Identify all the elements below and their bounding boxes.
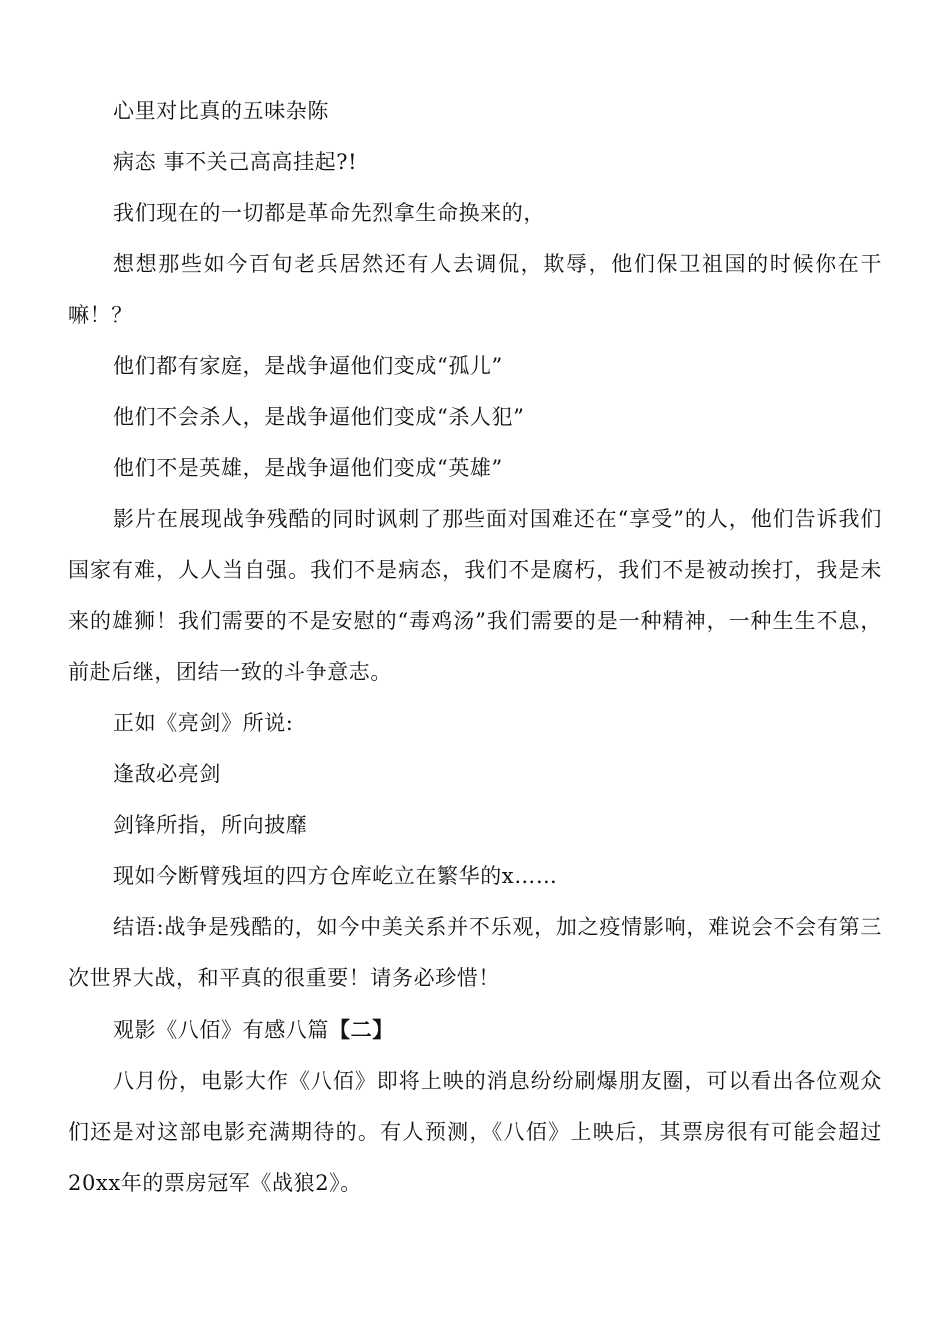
paragraph: 他们不是英雄，是战争逼他们变成“英雄” (113, 456, 503, 480)
section-heading (68, 1004, 882, 1056)
paragraph: 我们现在的一切都是革命先烈拿生命换来的， (113, 201, 545, 225)
paragraph: 八月份，电影大作《八佰》即将上映的消息纷纷刷爆朋友圈，可以看出各位观众们还是对这部电影充满期待的。有人预测，《八佰》上映后，其票房很有可能会超过20xx年的票房冠军《战狼2》。 (68, 1069, 882, 1195)
paragraph: 正如《亮剑》所说: (113, 711, 294, 735)
section-heading-number: 【二】 (329, 1017, 394, 1042)
paragraph: 心里对比真的五味杂陈 (113, 99, 329, 123)
paragraph: 想想那些如今百旬老兵居然还有人去调侃，欺辱，他们保卫祖国的时候你在干嘛！？ (68, 252, 882, 327)
paragraph: 他们都有家庭，是战争逼他们变成“孤儿” (113, 354, 503, 378)
paragraph: 他们不会杀人，是战争逼他们变成“杀人犯” (113, 405, 525, 429)
paragraph: 结语:战争是残酷的，如今中美关系并不乐观，加之疫情影响，难说会不会有第三次世界大战，和平真的很重要！请务必珍惜！ (68, 915, 882, 990)
paragraph: 剑锋所指，所向披靡 (113, 813, 308, 837)
document-body (68, 86, 882, 1209)
section-heading-text: 观影《八佰》有感八篇 (113, 1018, 329, 1042)
paragraph: 逢敌必亮剑 (113, 762, 221, 786)
paragraph: 影片在展现战争残酷的同时讽刺了那些面对国难还在“享受”的人，他们告诉我们国家有难，人人当自强。我们不是病态，我们不是腐朽，我们不是被动挨打，我是未来的雄狮！我们需要的不是安慰的“毒鸡汤”我们需要的是一种精神，一种生生不息，前赴后继，团结一致的斗争意志。 (68, 507, 882, 684)
paragraph: 病态 事不关己高高挂起?! (113, 150, 358, 174)
paragraph: 现如今断臂残垣的四方仓库屹立在繁华的x…… (113, 864, 558, 888)
